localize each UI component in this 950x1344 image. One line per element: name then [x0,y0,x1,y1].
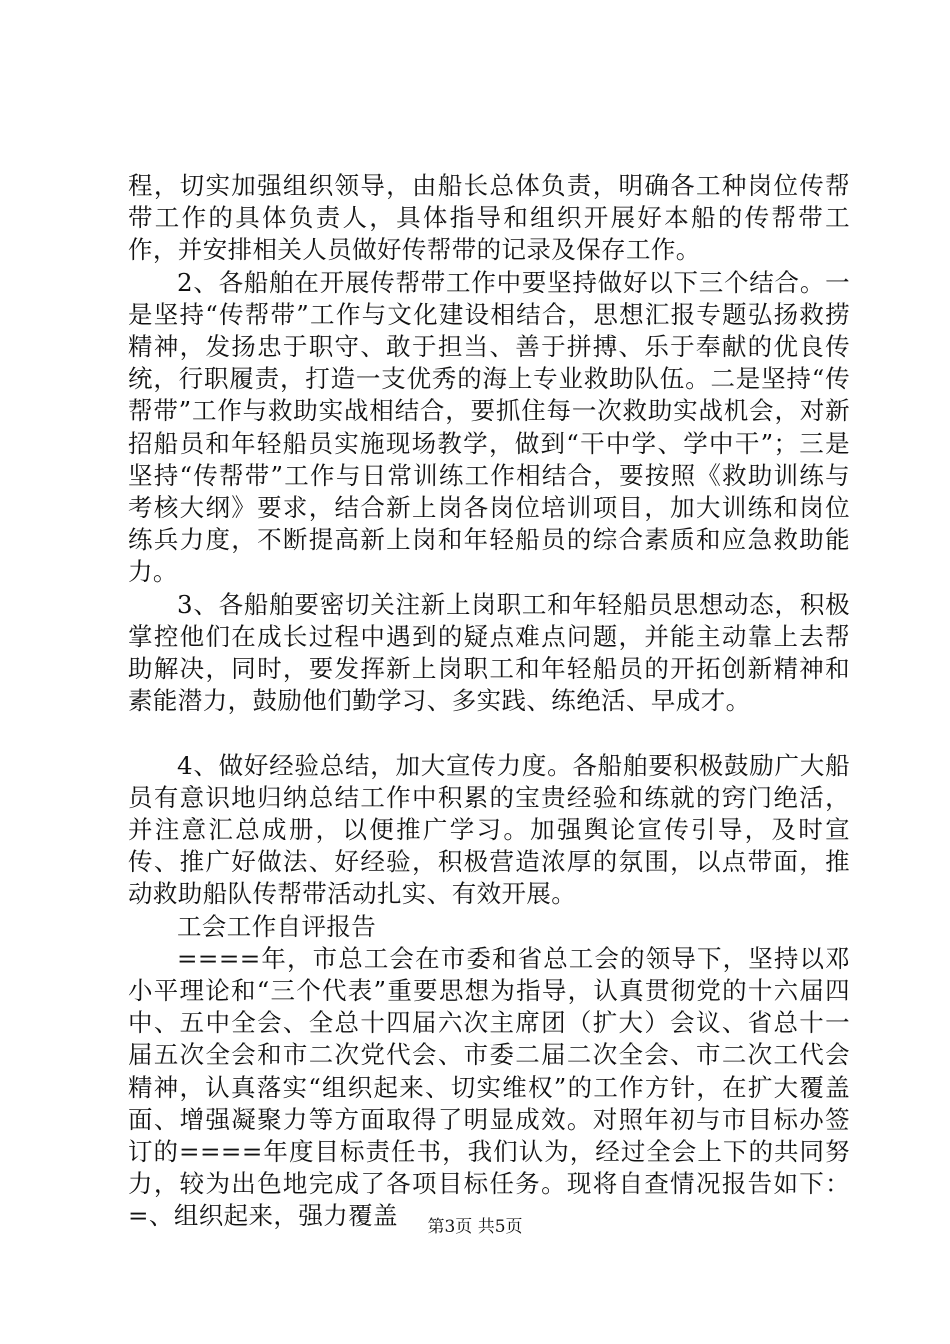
section-title: 工会工作自评报告 [177,911,377,941]
paragraph-report-intro: ====年，市总工会在市委和省总工会的领导下，坚持以邓小平理论和“三个代表”重要思想为指导，认真贯彻党的十六届四中、五中全会、全总十四届六次主席团（扩大）会议、省总十一届五次全会和市二次党代会、市委二届二次全会、市二次工代会精神，认真落实“组织起来、切实维权”的工作方针，在扩大覆盖面、增强凝聚力等方面取得了明显成效。对照年初与市目标办签订的====年度目标责任书，我们认为，经过全会上下的共同努力，较为出色地完成了各项目标任务。现将自查情况报告如下：=、组织起来，强力覆盖 [128,943,850,1231]
paragraph-item-4: 4、做好经验总结，加大宣传力度。各船舶要积极鼓励广大船员有意识地归纳总结工作中积累的宝贵经验和练就的窍门绝活，并注意汇总成册，以便推广学习。加强舆论宣传引导，及时宣传、推广好做法、好经验，积极营造浓厚的氛围，以点带面，推动救助船队传帮带活动扎实、有效开展。 [128,750,850,909]
document-body [128,170,850,1233]
page-number-label: 第3页 共5页 [427,1217,523,1237]
paragraph-item-3: 3、各船舶要密切关注新上岗职工和年轻船员思想动态，积极掌控他们在成长过程中遇到的疑点难点问题，并能主动靠上去帮助解决，同时，要发挥新上岗职工和年轻船员的开拓创新精神和素能潜力，鼓励他们勤学习、多实践、练绝活、早成才。 [128,589,850,716]
page-footer [0,1216,950,1238]
paragraph-spacer [128,717,850,749]
paragraph-continuation: 程，切实加强组织领导，由船长总体负责，明确各工种岗位传帮带工作的具体负责人，具体指导和组织开展好本船的传帮带工作，并安排相关人员做好传帮带的记录及保存工作。 [128,171,850,265]
paragraph-item-2: 2、各船舶在开展传帮带工作中要坚持做好以下三个结合。一是坚持“传帮带”工作与文化建设相结合，思想汇报专题弘扬救捞精神，发扬忠于职守、敢于担当、善于拼搏、乐于奉献的优良传统，行职履责，打造一支优秀的海上专业救助队伍。二是坚持“传帮带”工作与救助实战相结合，要抓住每一次救助实战机会，对新招船员和年轻船员实施现场教学，做到“干中学、学中干”；三是坚持“传帮带”工作与日常训练工作相结合，要按照《救助训练与考核大纲》要求，结合新上岗各岗位培训项目，加大训练和岗位练兵力度，不断提高新上岗和年轻船员的综合素质和应急救助能力。 [128,267,850,587]
